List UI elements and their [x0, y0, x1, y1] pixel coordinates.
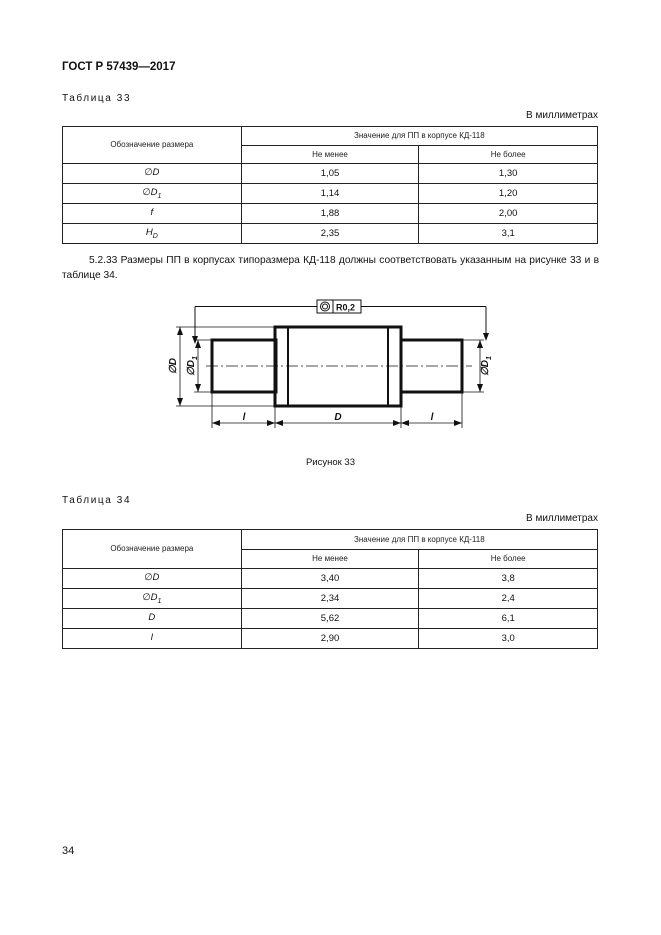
table-row [63, 609, 598, 629]
min-cell: 3,40 [241, 569, 419, 589]
symbol-cell: $\emptyset D_1$ [63, 589, 242, 609]
table-row [63, 164, 598, 184]
min-cell: 1,14 [241, 184, 419, 204]
table-33 [62, 126, 598, 244]
body-paragraph: 5.2.33 Размеры ПП в корпусах типоразмера КД-118 должны соответствовать указанным на рисунке 33 и в таблице 34. [62, 255, 599, 281]
table-34-min-header: Не менее [241, 550, 419, 569]
table-34-max-header: Не более [419, 550, 598, 569]
table-33-max-header: Не более [419, 146, 598, 164]
table-33-caption: Таблица 33 [62, 93, 132, 104]
symbol-cell: D [63, 609, 242, 629]
figure-33-drawing [160, 296, 500, 432]
concentricity-symbol [321, 302, 330, 311]
min-cell: 1,88 [241, 204, 419, 224]
min-cell: 5,62 [241, 609, 419, 629]
table-row [63, 569, 598, 589]
max-cell: 2,00 [419, 204, 598, 224]
min-cell: 1,05 [241, 164, 419, 184]
table-34-designation-header: Обозначение размера [63, 530, 242, 569]
max-cell: 3,8 [419, 569, 598, 589]
document-header: ГОСТ Р 57439—2017 [62, 61, 176, 73]
table-33-units: В миллиметрах [526, 110, 598, 121]
dim-label-l-left: l [242, 412, 246, 423]
dim-label-D: D [334, 412, 342, 423]
table-34-units: В миллиметрах [526, 513, 598, 524]
symbol-cell: ∅D [63, 569, 242, 589]
dim-label-dD: ∅D [168, 358, 179, 374]
max-cell: 1,20 [419, 184, 598, 204]
symbol-cell: ∅D [63, 164, 242, 184]
table-33-designation-header: Обозначение размера [63, 127, 242, 164]
figure-33-caption: Рисунок 33 [305, 457, 356, 468]
table-34 [62, 529, 598, 649]
min-cell: 2,35 [241, 224, 419, 244]
symbol-cell: $H_D$ [63, 224, 242, 244]
max-cell: 2,4 [419, 589, 598, 609]
min-cell: 2,90 [241, 629, 419, 649]
table-33-min-header: Не менее [241, 146, 419, 164]
symbol-cell: l [63, 629, 242, 649]
symbol-cell: f [63, 204, 242, 224]
table-row [63, 184, 598, 204]
max-cell: 3,1 [419, 224, 598, 244]
tolerance-value: R0,2 [336, 302, 356, 313]
table-34-caption: Таблица 34 [62, 495, 132, 506]
max-cell: 3,0 [419, 629, 598, 649]
table-row [63, 224, 598, 244]
central-body [275, 327, 401, 406]
dim-label-dD1-left: $\emptyset D_1$ [186, 356, 199, 376]
max-cell: 1,30 [419, 164, 598, 184]
max-cell: 6,1 [419, 609, 598, 629]
symbol-cell: $\emptyset D_1$ [63, 184, 242, 204]
table-34-value-header: Значение для ПП в корпусе КД-118 [241, 530, 597, 550]
table-row [63, 204, 598, 224]
dim-label-l-right: l [430, 412, 434, 423]
table-33-value-header: Значение для ПП в корпусе КД-118 [241, 127, 597, 146]
table-row [63, 629, 598, 649]
table-row [63, 589, 598, 609]
min-cell: 2,34 [241, 589, 419, 609]
dim-label-dD1-right: $\emptyset D_1$ [480, 356, 493, 376]
page-number: 34 [62, 845, 75, 857]
